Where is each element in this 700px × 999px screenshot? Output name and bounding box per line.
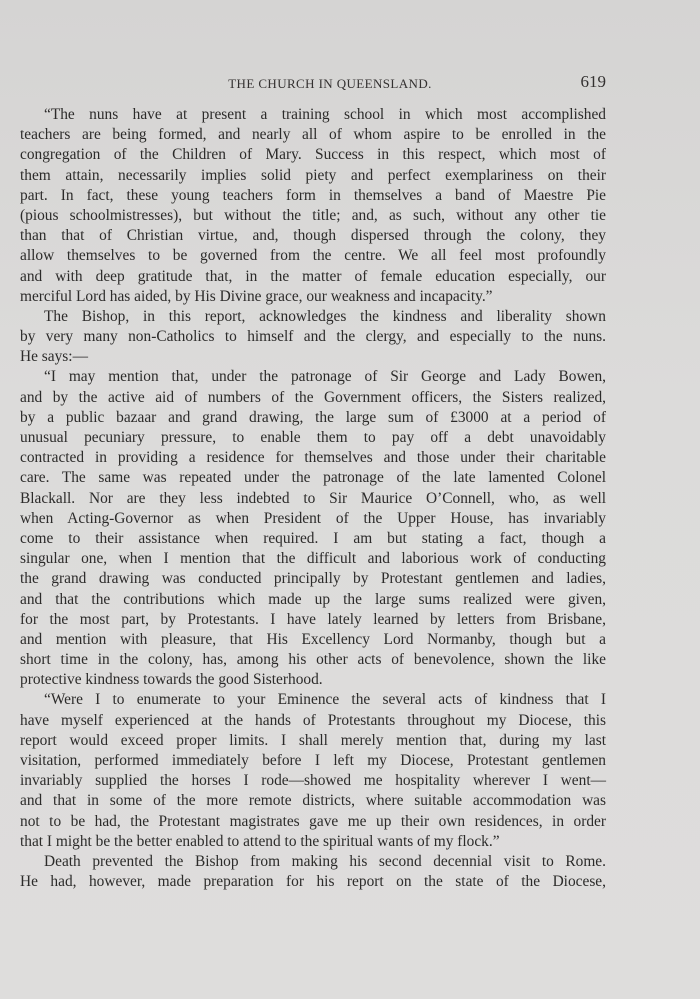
text-line: The Bishop, in this report, acknowledges the kindness and liberality shown [44,307,606,325]
text-line: them attain, necessarily implies solid piety and perfect exemplariness on their [20,166,606,184]
text-line: (pious schoolmistresses), but without the title; and, as such, without any other tie [20,206,606,224]
text-line: short time in the colony, has, among his other acts of benevolence, shown the like [20,651,606,669]
page-number: 619 [580,72,606,91]
text-line: Blackall. Nor are they less indebted to Sir Maurice O’Connell, who, as well [20,489,606,507]
text-line: “The nuns have at present a training school in which most accomplished [44,106,606,123]
text-line: singular one, when I mention that the difficult and laborious work of conducting [20,550,606,568]
text-line: He says:— [20,348,88,366]
text-line: and that the contributions which made up the large sums realized were given, [20,590,606,608]
text-line: the grand drawing was conducted principally by Protestant gentlemen and ladies, [20,570,606,588]
text-line: “I may mention that, under the patronage of Sir George and Lady Bowen, [44,368,606,386]
text-line: He had, however, made preparation for his report on the state of the Diocese, [20,873,606,891]
text-line: “Were I to enumerate to your Eminence the several acts of kindness that I [44,691,606,709]
text-line: have myself experienced at the hands of Protestants throughout my Diocese, this [20,711,606,729]
text-line: than that of Christian virtue, and, though dispersed through the colony, they [20,227,606,245]
text-line: Death prevented the Bishop from making his second decennial visit to Rome. [44,852,606,870]
text-line: protective kindness towards the good Sisterhood. [20,671,323,689]
text-line: that I might be the better enabled to attend to the spiritual wants of my flock.” [20,832,500,850]
text-line: contracted in providing a residence for themselves and those under their charitable [20,449,606,467]
text-line: invariably supplied the horses I rode—showed me hospitality wherever I went— [20,772,606,790]
text-line: part. In fact, these young teachers form in themselves a band of Maestre Pie [20,186,606,204]
text-line: report would exceed proper limits. I shall merely mention that, during my last [20,731,606,749]
text-line: and with deep gratitude that, in the matter of female education especially, our [20,267,606,285]
text-line: come to their assistance when required. I am but stating a fact, though a [20,529,606,547]
text-line: when Acting-Governor as when President of the Upper House, has invariably [20,509,606,527]
page-header [20,72,606,96]
text-line: and mention with pleasure, that His Excellency Lord Normanby, though but a [20,630,606,648]
text-line: visitation, performed immediately before I left my Diocese, Protestant gentlemen [20,752,606,769]
body-text [20,105,606,892]
text-line: by a public bazaar and grand drawing, the large sum of £3000 at a period of [20,408,606,426]
text-line: care. The same was repeated under the patronage of the late lamented Colonel [20,469,606,487]
text-line: congregation of the Children of Mary. Success in this respect, which most of [20,146,606,164]
text-line: unusual pecuniary pressure, to enable them to pay off a debt unavoidably [20,429,606,446]
text-line: and by the active aid of numbers of the Government officers, the Sisters realized, [20,388,606,406]
text-line: not to be had, the Protestant magistrates gave me up their own residences, in order [20,812,606,830]
text-line: by very many non-Catholics to himself and the clergy, and especially to the nuns. [20,328,606,346]
text-line: for the most part, by Protestants. I have lately learned by letters from Brisbane, [20,610,606,628]
running-head: THE CHURCH IN QUEENSLAND. [228,76,432,91]
text-line: teachers are being formed, and nearly all of whom aspire to be enrolled in the [20,126,606,144]
text-line: allow themselves to be governed from the centre. We all feel most profoundly [20,247,606,265]
text-line: merciful Lord has aided, by His Divine grace, our weakness and incapacity.” [20,287,493,305]
text-line: and that in some of the more remote districts, where suitable accommodation was [20,792,606,810]
